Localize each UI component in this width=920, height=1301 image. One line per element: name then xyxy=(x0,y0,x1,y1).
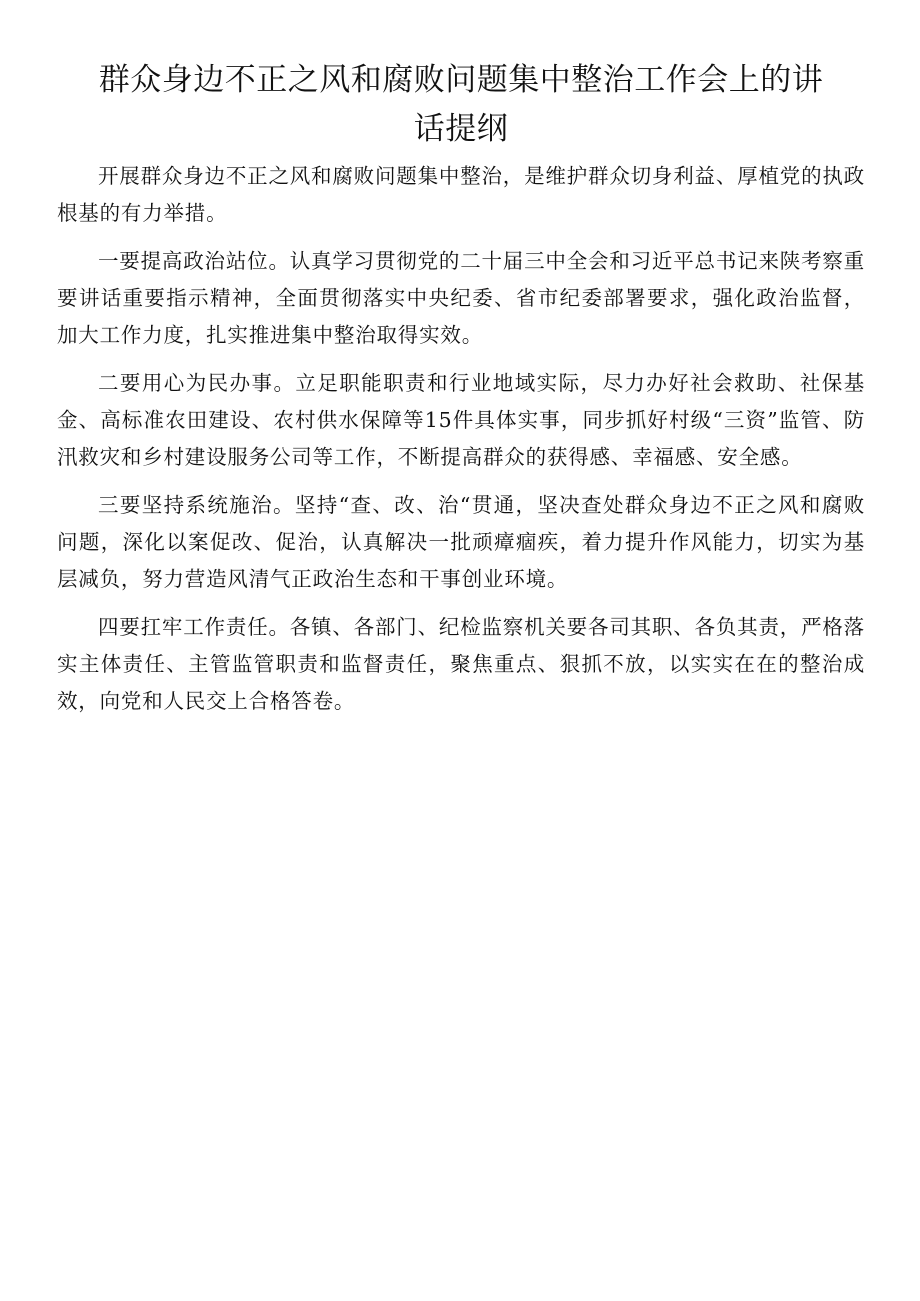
title-line-1: 群众身边不正之风和腐败问题集中整治工作会上的讲 xyxy=(98,62,824,98)
paragraph-intro: 开展群众身边不正之风和腐败问题集中整治，是维护群众切身利益、厚植党的执政根基的有力举措。 xyxy=(57,164,865,225)
paragraph-point-4: 四要扛牢工作责任。各镇、各部门、纪检监察机关要各司其职、各负其责，严格落实主体责任、主管监管职责和监督责任，聚焦重点、狠抓不放，以实实在在的整治成效，向党和人民交上合格答卷。 xyxy=(57,615,865,713)
paragraph-point-1: 一要提高政治站位。认真学习贯彻党的二十届三中全会和习近平总书记来陕考察重要讲话重要指示精神，全面贯彻落实中央纪委、省市纪委部署要求，强化政治监督，加大工作力度，扎实推进集中整治取得实效。 xyxy=(57,249,865,347)
paragraph-point-2: 二要用心为民办事。立足职能职责和行业地域实际，尽力办好社会救助、社保基金、高标准农田建设、农村供水保障等15件具体实事，同步抓好村级“三资”监管、防汛救灾和乡村建设服务公司等工作，不断提高群众的获得感、幸福感、安全感。 xyxy=(57,371,865,469)
paragraph-point-3: 三要坚持系统施治。坚持“查、改、治“贯通，坚决查处群众身边不正之风和腐败问题，深化以案促改、促治，认真解决一批顽瘴痼疾，着力提升作风能力，切实为基层减负，努力营造风清气正政治生态和干事创业环境。 xyxy=(57,493,865,591)
title-line-2: 话提纲 xyxy=(413,111,509,147)
document-page xyxy=(57,56,865,731)
document-title xyxy=(57,56,865,154)
